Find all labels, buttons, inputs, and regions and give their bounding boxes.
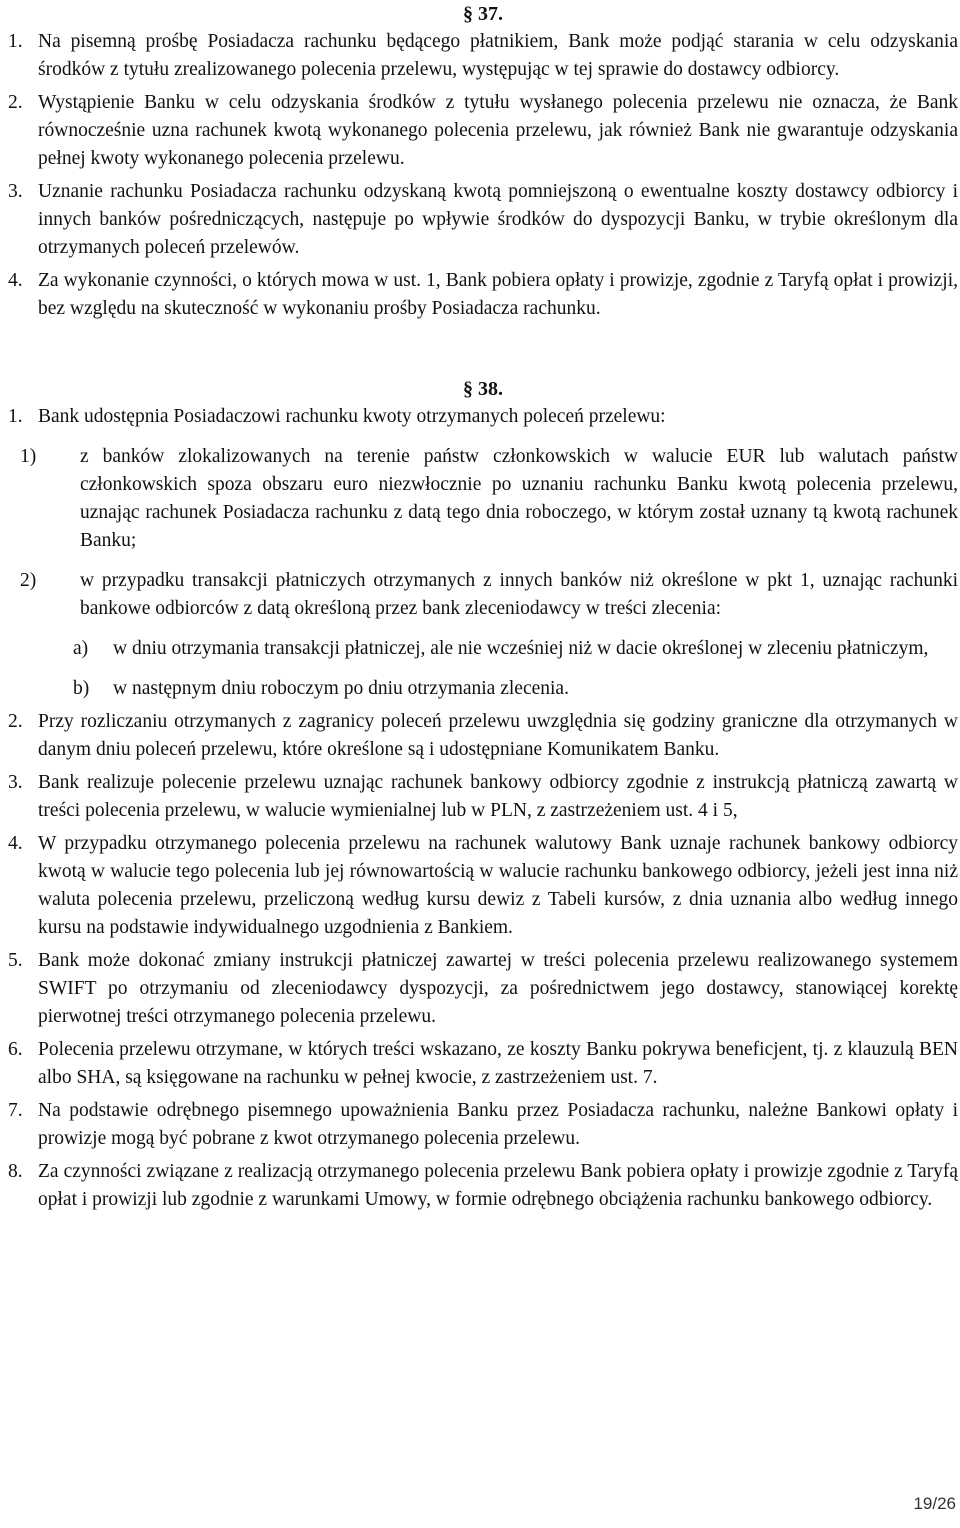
item-text: Na podstawie odrębnego pisemnego upoważnienia Banku przez Posiadacza rachunku, należne Bankowi opłaty i prowizje mogą być pobrane z kwot otrzymanego polecenia przelewu. bbox=[38, 1100, 958, 1149]
page-number: 19/26 bbox=[913, 1494, 956, 1513]
section-38-item-8 bbox=[8, 1158, 958, 1214]
item-number: 2. bbox=[8, 92, 23, 113]
subitem-text: z banków zlokalizowanych na terenie państw członkowskich w walucie EUR lub walutach państw członkowskich spoza obszaru euro niezwłocznie po uznaniu rachunku Banku kwotą polecenia przelewu, uznając rachunek Posiadacza rachunku z datą tego dnia roboczego, w którym został uznany tą kwotą rachunek Banku; bbox=[80, 446, 958, 551]
section-37-item-1 bbox=[8, 28, 958, 84]
item-number: 8. bbox=[8, 1161, 23, 1182]
item-text: Wystąpienie Banku w celu odzyskania środków z tytułu wysłanego polecenia przelewu nie oznacza, że Bank równocześnie uzna rachunek kwotą wykonanego polecenia przelewu, jak również Bank nie gwarantuje odzyskania pełnej kwoty wykonanego polecenia przelewu. bbox=[38, 92, 958, 169]
item-text: Przy rozliczaniu otrzymanych z zagranicy poleceń przelewu uwzględnia się godziny graniczne dla otrzymanych w danym dniu poleceń przelewu, które określone są i udostępniane Komunikatem Banku. bbox=[38, 711, 958, 760]
item-number: 3. bbox=[8, 181, 23, 202]
item-number: 4. bbox=[8, 270, 23, 291]
section-38-item-1 bbox=[8, 403, 958, 431]
item-number: 1. bbox=[8, 31, 23, 52]
section-38-item-4 bbox=[8, 830, 958, 942]
subitem-text: w przypadku transakcji płatniczych otrzymanych z innych banków niż określone w pkt 1, uznając rachunki bankowe odbiorców z datą określoną przez bank zleceniodawcy w treści zlecenia: bbox=[80, 570, 958, 619]
subsubitem-text: w następnym dniu roboczym po dniu otrzymania zlecenia. bbox=[113, 678, 569, 699]
item-number: 5. bbox=[8, 950, 23, 971]
item-text: Bank realizuje polecenie przelewu uznając rachunek bankowy odbiorcy zgodnie z instrukcją płatniczą zawartą w treści polecenia przelewu, w walucie wymienialnej lub w PLN, z zastrzeżeniem ust. 4 i 5, bbox=[38, 772, 958, 821]
section-37-item-2 bbox=[8, 89, 958, 173]
item-text: Bank udostępnia Posiadaczowi rachunku kwoty otrzymanych poleceń przelewu: bbox=[38, 406, 666, 427]
item-number: 2. bbox=[8, 711, 23, 732]
item-number: 3. bbox=[8, 772, 23, 793]
subsubitem-letter: b) bbox=[73, 678, 90, 699]
section-38-title: § 38. bbox=[463, 378, 503, 400]
subitem-number: 2) bbox=[20, 570, 37, 591]
section-37-title: § 37. bbox=[463, 3, 503, 25]
section-38-item-5 bbox=[8, 947, 958, 1031]
section-38-item-6 bbox=[8, 1036, 958, 1092]
subsubitem-letter: a) bbox=[73, 638, 89, 659]
section-38-subitem-2 bbox=[20, 567, 958, 623]
item-number: 4. bbox=[8, 833, 23, 854]
item-text: W przypadku otrzymanego polecenia przelewu na rachunek walutowy Bank uznaje rachunek bankowy odbiorcy kwotą w walucie tego polecenia lub jej równowartością w walucie rachunku bankowego odbiorcy, jeżeli jest inna niż waluta polecenia przelewu, przeliczoną według kursu dewiz z Tabeli kursów, z dnia uznania albo według innego kursu na podstawie indywidualnego uzgodnienia z Bankiem. bbox=[38, 833, 958, 938]
section-38-item-3 bbox=[8, 769, 958, 825]
item-text: Polecenia przelewu otrzymane, w których treści wskazano, ze koszty Banku pokrywa beneficjent, tj. z klauzulą BEN albo SHA, są księgowane na rachunku w pełnej kwocie, z zastrzeżeniem ust. 7. bbox=[38, 1039, 958, 1088]
section-38-subsubitem-b bbox=[73, 675, 958, 703]
item-text: Za czynności związane z realizacją otrzymanego polecenia przelewu Bank pobiera opłaty i prowizje zgodnie z Taryfą opłat i prowizji lub zgodnie z warunkami Umowy, w formie odrębnego obciążenia rachunku bankowego odbiorcy. bbox=[38, 1161, 958, 1210]
section-38-item-7 bbox=[8, 1097, 958, 1153]
item-number: 7. bbox=[8, 1100, 23, 1121]
section-38-item-2 bbox=[8, 708, 958, 764]
section-37-item-4 bbox=[8, 267, 958, 323]
section-38-subsubitem-a bbox=[73, 635, 958, 663]
section-37-item-3 bbox=[8, 178, 958, 262]
document-page bbox=[8, 0, 958, 1214]
item-number: 6. bbox=[8, 1039, 23, 1060]
item-number: 1. bbox=[8, 406, 23, 427]
item-text: Uznanie rachunku Posiadacza rachunku odzyskaną kwotą pomniejszoną o ewentualne koszty dostawcy odbiorcy i innych banków pośredniczących, następuje po wpływie środków do dyspozycji Banku, w trybie określonym dla otrzymanych poleceń przelewów. bbox=[38, 181, 958, 258]
item-text: Za wykonanie czynności, o których mowa w ust. 1, Bank pobiera opłaty i prowizje, zgodnie z Taryfą opłat i prowizji, bez względu na skuteczność w wykonaniu prośby Posiadacza rachunku. bbox=[38, 270, 958, 319]
section-38-subitem-1 bbox=[20, 443, 958, 555]
item-text: Na pisemną prośbę Posiadacza rachunku będącego płatnikiem, Bank może podjąć starania w celu odzyskania środków z tytułu zrealizowanego polecenia przelewu, występując w tej sprawie do dostawcy odbiorcy. bbox=[38, 31, 958, 80]
subsubitem-text: w dniu otrzymania transakcji płatniczej, ale nie wcześniej niż w dacie określonej w zleceniu płatniczym, bbox=[113, 638, 929, 659]
subitem-number: 1) bbox=[20, 446, 37, 467]
item-text: Bank może dokonać zmiany instrukcji płatniczej zawartej w treści polecenia przelewu realizowanego systemem SWIFT po otrzymaniu od zleceniodawcy dyspozycji, za pośrednictwem jego dostawcy, stanowiącej korektę pierwotnej treści otrzymanego polecenia przelewu. bbox=[38, 950, 958, 1027]
